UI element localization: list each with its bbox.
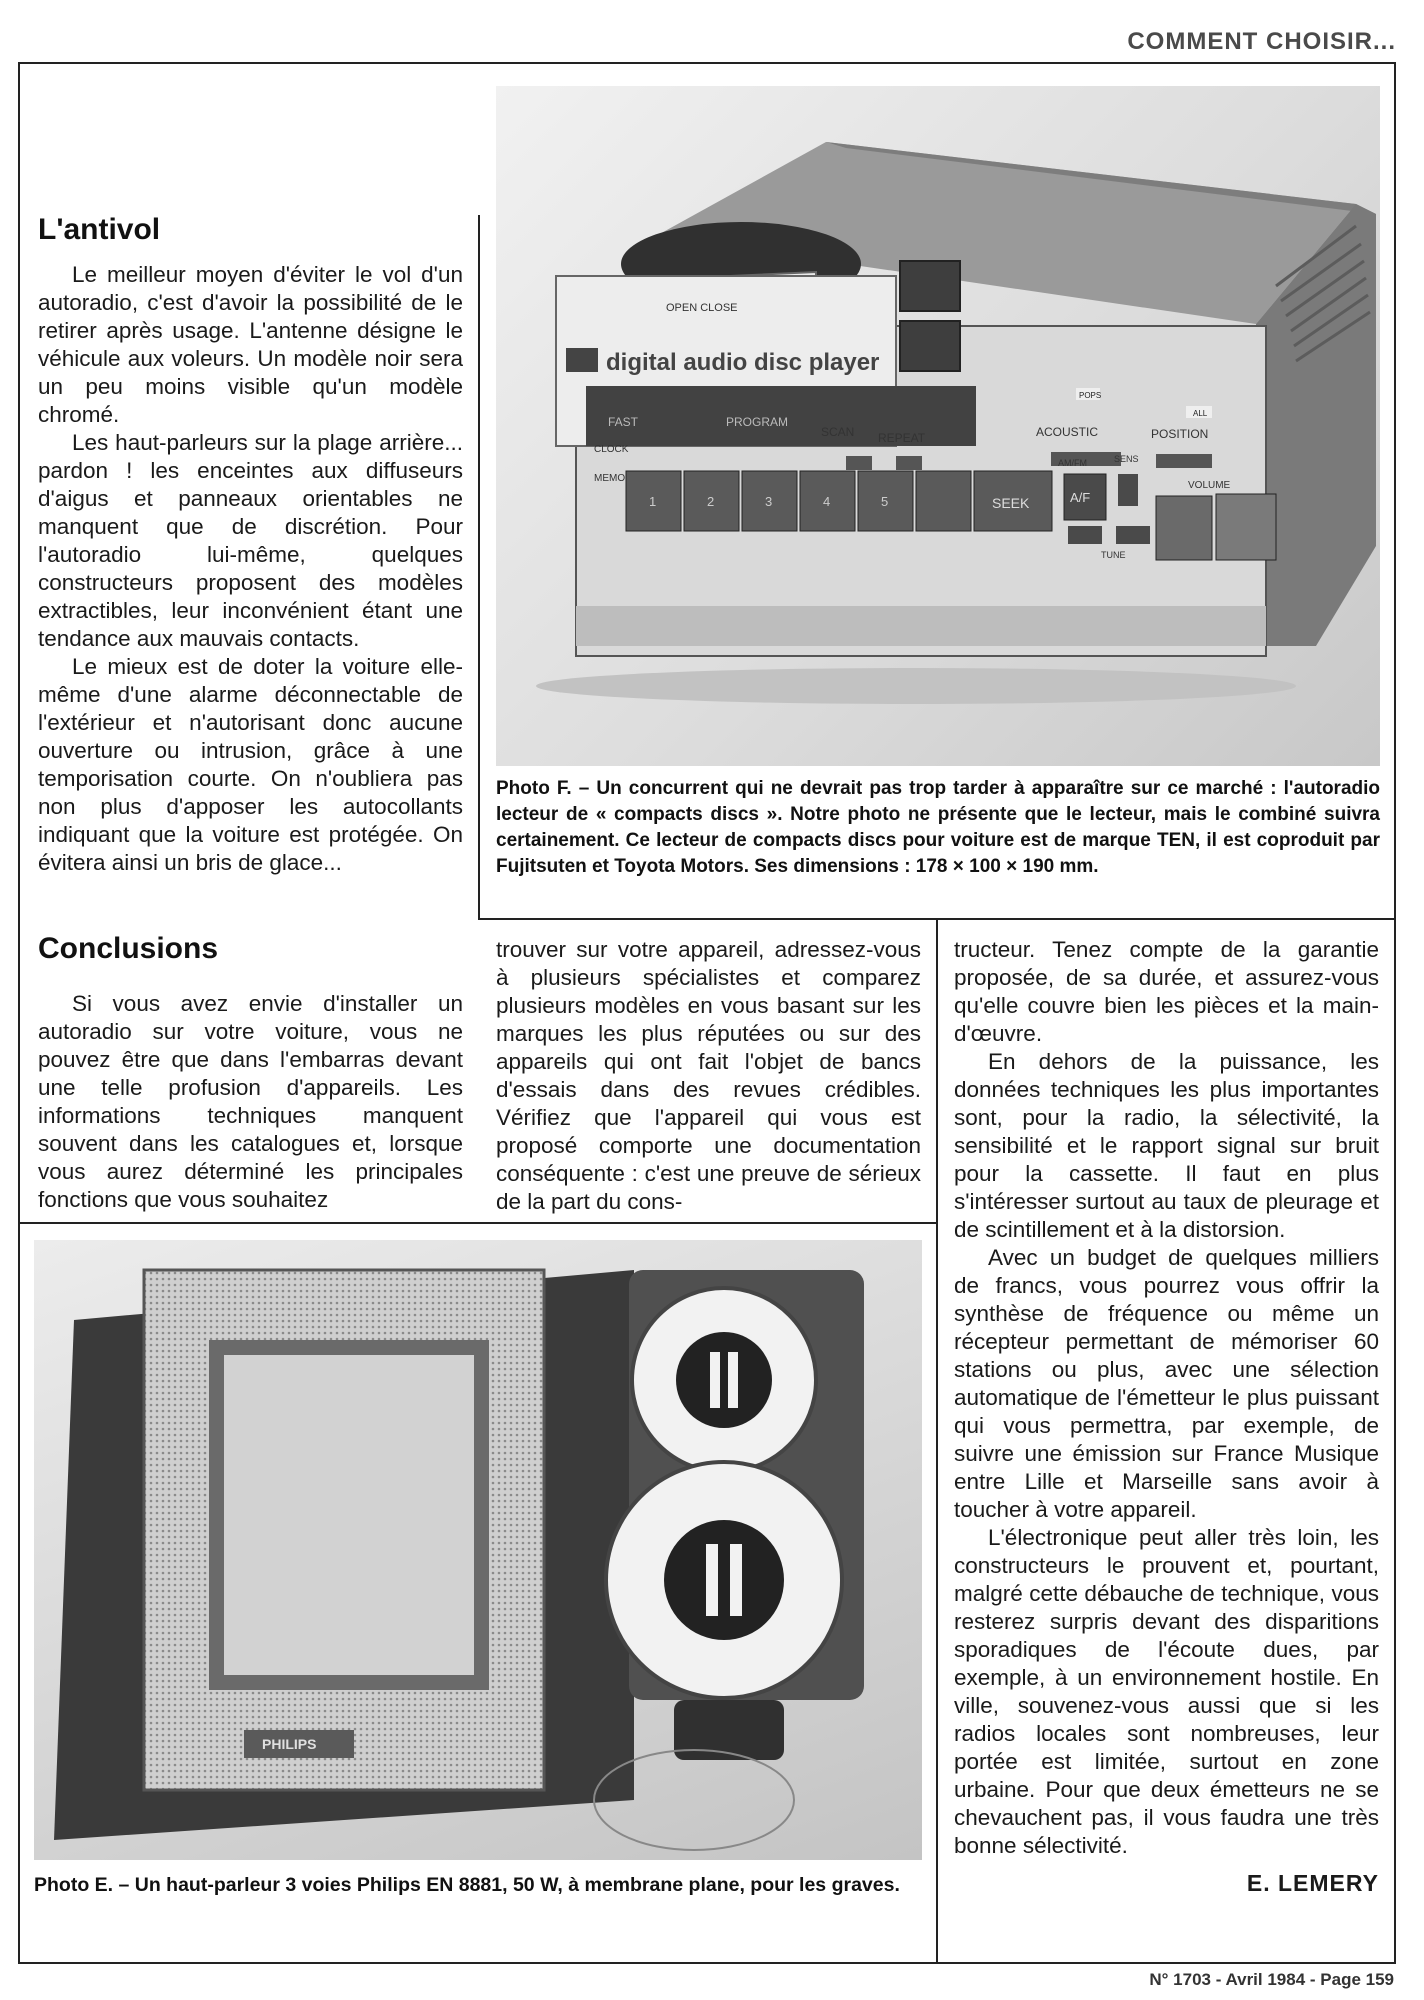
antivol-section	[38, 213, 463, 877]
speaker-illustration	[34, 1240, 922, 1860]
conclusions-paragraph: En dehors de la puissance, les données techniques les plus importantes sont, pour la radio, la sélectivité, la sensibilité et le rapport signal sur bruit pour la cassette. Il faut en plus s'intéresser surtout au taux de pleurage et de scintillement et à la distorsion.	[954, 1049, 1379, 1242]
divider-antivol	[478, 215, 480, 920]
label-position: POSITION	[1151, 427, 1209, 441]
eject-button[interactable]	[900, 261, 960, 311]
preset-4: 4	[823, 494, 831, 509]
tray-label: OPEN CLOSE	[666, 302, 738, 314]
label-clock: CLOCK	[594, 444, 629, 455]
photo-f-cd-player	[496, 86, 1380, 766]
conclusions-paragraph: Avec un budget de quelques milliers de francs, vous pourrez vous offrir la synthèse de fréquence ou même un récepteur permettant de mémoriser 60 stations ou plus, avec une sélection automatique de l'émetteur le plus puissant qui vous permettra, par exemple, de suivre une émission sur France Musique entre Lille et Marseille sans avoir à toucher à votre appareil.	[954, 1245, 1379, 1522]
preset-1: 1	[649, 494, 657, 509]
antivol-paragraph: Le mieux est de doter la voiture elle-même d'une alarme déconnectable de l'extérieur et n'autorisant donc aucune ouverture ou intrusion, grâce à une temporisation courte. On n'oubliera pas non plus d'apposer les autocollants indiquant que la voiture est protégée. On évitera ainsi un bris de glace...	[38, 654, 463, 875]
disc-logo	[566, 348, 598, 372]
label-acoustic: ACOUSTIC	[1036, 425, 1099, 439]
antivol-paragraph: Le meilleur moyen d'éviter le vol d'un autoradio, c'est d'avoir la possibilité de le retirer après usage. L'antenne désigne le véhicule aux voleurs. Un modèle noir sera un peu moins visible qu'un modèle chromé.	[38, 262, 463, 427]
page-folio: N° 1703 - Avril 1984 - Page 159	[1149, 1970, 1394, 1989]
conclusions-col1	[38, 932, 463, 1214]
label-memo: MEMO	[594, 473, 626, 484]
label-scan: SCAN	[821, 425, 855, 439]
label-tune: TUNE	[1101, 550, 1126, 560]
philips-brand: PHILIPS	[262, 1736, 317, 1752]
top-rule	[18, 62, 1396, 64]
volume-up-button[interactable]	[1216, 494, 1276, 560]
label-amfm: AM/FM	[1058, 458, 1087, 468]
conclusions-paragraph: L'électronique peut aller très loin, les constructeurs le prouvent et, pourtant, malgré cette débauche de technique, vous resterez surpris devant des disparitions sporadiques de l'écoute dues, par exemple, à un environnement hostile. En ville, souvenez-vous aussi que si les radios locales sont nombreuses, leur portée est limitée, surtout en zone urbaine. Pour que deux émetteurs ne se chevauchent pas, il vous faudra une très bonne sélectivité.	[954, 1525, 1379, 1858]
conclusions-paragraph: tructeur. Tenez compte de la garantie proposée, de sa durée, et assurez-vous qu'elle couvre bien les pièces et la main-d'œuvre.	[954, 937, 1379, 1046]
left-border	[18, 62, 20, 1964]
power-button[interactable]	[900, 321, 960, 371]
bottom-rule	[18, 1962, 1396, 1964]
photo-e-caption: Photo E. – Un haut-parleur 3 voies Philips EN 8881, 50 W, à membrane plane, pour les graves.	[34, 1874, 900, 1896]
right-border	[1394, 62, 1396, 1964]
label-program: PROGRAM	[726, 415, 789, 429]
antivol-paragraph: Les haut-parleurs sur la plage arrière... pardon ! les enceintes aux diffuseurs d'aigus et panneaux orientables ne manquent que de discrétion. Pour l'autoradio lui-même, quelques constructeurs proposent des modèles extractibles, leur inconvénient étant une tendance aux mauvais contacts.	[38, 430, 463, 651]
photo-e-speaker	[34, 1240, 922, 1860]
preset-2: 2	[707, 494, 715, 509]
volume-down-button[interactable]	[1156, 496, 1212, 560]
preset-3: 3	[765, 494, 773, 509]
heading-conclusions: Conclusions	[38, 932, 219, 965]
label-af: A/F	[1070, 490, 1091, 505]
cd-player-brand-text: digital audio disc player	[606, 349, 880, 376]
planar-membrane	[224, 1355, 474, 1675]
heading-antivol: L'antivol	[38, 213, 161, 246]
label-pops: POPS	[1079, 391, 1102, 400]
running-head: COMMENT CHOISIR...	[1127, 28, 1396, 55]
conclusions-paragraph: Si vous avez envie d'installer un autoradio sur votre voiture, vous ne pouvez être que dans l'embarras devant une telle profusion d'appareils. Les informations techniques manquent souvent dans les catalogues et, lorsque vous aurez déterminé les principales fonctions que vous souhaitez	[38, 991, 463, 1212]
preset-5: 5	[881, 494, 889, 509]
label-all: ALL	[1193, 409, 1208, 418]
photo-f-caption: Photo F. – Un concurrent qui ne devrait pas trop tarder à apparaître sur ce marché : l'autoradio lecteur de « compacts discs ». Notre photo ne présente que le lecteur, mais le combiné suivra certainement. Ce lecteur de compacts discs pour voiture est de marque TEN, il est coproduit par Fujitsuten et Toyota Motors. Ses dimensions : 178 × 100 × 190 mm.	[496, 778, 1380, 877]
label-fast: FAST	[608, 415, 639, 429]
rule-above-photo-e	[18, 1222, 938, 1224]
label-seek: SEEK	[992, 495, 1030, 511]
conclusions-paragraph: trouver sur votre appareil, adressez-vous à plusieurs spécialistes et comparez plusieurs modèles en vous basant sur les marques les plus réputées ou sur des appareils qui ont fait l'objet de bancs d'essais dans des revues crédibles. Vérifiez que l'appareil qui vous est proposé comporte une documentation conséquente : c'est une preuve de sérieux de la part du cons-	[496, 937, 921, 1214]
label-volume: VOLUME	[1188, 480, 1231, 491]
conclusions-col2	[496, 936, 921, 1216]
label-sens: SENS	[1114, 454, 1139, 464]
conclusions-col3	[954, 936, 1379, 1897]
divider-col2-col3	[936, 918, 938, 1964]
label-repeat: REPEAT	[878, 431, 926, 445]
cd-player-illustration	[496, 86, 1380, 766]
author-signature: E. LEMERY	[1246, 1870, 1379, 1896]
